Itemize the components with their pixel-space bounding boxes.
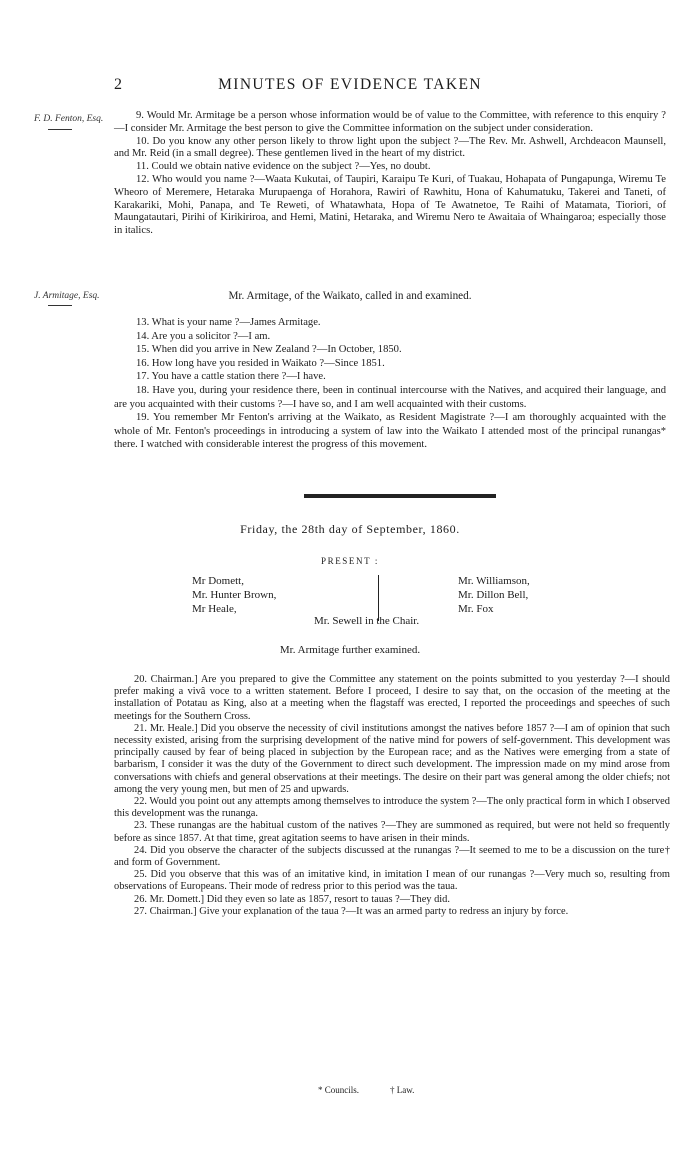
member-name: Mr Domett,	[192, 575, 244, 587]
question-paragraph: 10. Do you know any other person likely to throw light upon the subject ?—The Rev. Mr. Ashwell, Archdeacon Maunsell, and Mr. Reid (in a small degree). These gentlemen lived in the heart of my district.	[114, 135, 666, 160]
evidence-section-2	[114, 316, 666, 452]
question-paragraph: 9. Would Mr. Armitage be a person whose information would be of value to the Committee, with reference to this enquiry ?—I consider Mr. Armitage the best person to give the Committee information on the subject under consideration.	[114, 110, 666, 134]
members-list-right	[458, 575, 530, 616]
question-line: 17. You have a cattle station there ?—I have.	[136, 371, 326, 383]
evidence-section-3	[114, 674, 670, 918]
question-line: 16. How long have you resided in Waikato ?—Since 1851.	[136, 357, 385, 369]
witness-called-heading: Mr. Armitage, of the Waikato, called in and examined.	[228, 290, 472, 302]
question-paragraph: 12. Who would you name ?—Waata Kukutai, of Taupiri, Karaipu Te Kuri, of Tuakau, Hohapata of Pungapunga, Wiremu Te Wheoro of Meremere, Hetaraka Murupaenga of Horahora, Rawiri of Rawhitu, Hona of Kahumatuku, Takerei and Taneti, of Karakariki, Mohi, Panapa, and Te Reweti, of Whatawhata, Hopa of Te Awatnetoe, Te Raihi of Matamata, Tioriori, of Maungatautari, Pirihi of Kirikiriroa, and Hemi, Matini, Hetaraka, and Wiremu Nero te Awaitaia of Whaingaroa; especially those in italics.	[114, 173, 666, 237]
question-paragraph: 24. Did you observe the character of the subjects discussed at the runangas ?—It seemed to me to be a discussion on the ture† and form of Government.	[114, 844, 670, 869]
further-examined-heading: Mr. Armitage further examined.	[279, 644, 421, 656]
question-paragraph: 23. These runangas are the habitual custom of the natives ?—They are summoned as required, but were not held so frequently before as since 1857. At that time, great agitation seems to have arisen in their minds.	[114, 820, 670, 844]
question-line: 15. When did you arrive in New Zealand ?—In October, 1850.	[136, 344, 402, 356]
margin-note-witness-1: F. D. Fenton, Esq.	[34, 114, 104, 124]
margin-rule-1	[48, 129, 72, 130]
member-name: Mr. Fox	[458, 602, 494, 615]
members-list-left	[192, 575, 276, 616]
member-name: Mr. Williamson,	[458, 575, 530, 587]
member-name: Mr. Dillon Bell,	[458, 588, 529, 601]
section-separator	[304, 494, 496, 498]
present-label: PRESENT :	[321, 556, 379, 566]
question-line: 14. Are you a solicitor ?—I am.	[136, 330, 271, 342]
page-number: 2	[114, 76, 122, 93]
page-header	[0, 76, 700, 98]
question-paragraph: 21. Mr. Heale.] Did you observe the necessity of civil institutions amongst the natives before 1857 ?—I am of opinion that such necessity existed, arising from the surprising development of the native mind for powers of self-government. This development was principally caused by fear of being placed in subjection by the European race; and as the Natives were emerging from a state of barbarism, I consider it was the duty of the Government to direct such development. The impression made on my mind arose from conversations with chiefs and general observations at their meetings. The desire on their part was general among the older chiefs; not among the very young men, but men of 25 and upwards.	[114, 722, 670, 795]
evidence-section-1	[114, 110, 666, 238]
chair-line: Mr. Sewell in the Chair.	[314, 615, 420, 627]
running-title: MINUTES OF EVIDENCE TAKEN	[218, 76, 482, 93]
footnote-councils: * Councils.	[318, 1085, 360, 1095]
question-paragraph: 20. Chairman.] Are you prepared to give the Committee any statement on the points submitted to you yesterday ?—I should prefer making a vivâ voce to a written statement. Before I proceed, I desire to say that, on the occasion of the meeting at the installation of Potatau as King, also at a meeting when the flagstaff was erected, I reported the proceedings and speeches of such meetings for the Southern Cross.	[114, 674, 670, 722]
question-paragraph: 25. Did you observe that this was of an imitative kind, in imitation I mean of our runangas ?—Very much so, resulting from observations of Europeans. Their mode of redress prior to this period was the taua.	[114, 869, 670, 893]
margin-rule-2	[48, 305, 72, 306]
footnote-law: † Law.	[390, 1085, 415, 1095]
question-paragraph: 19. You remember Mr Fenton's arriving at the Waikato, as Resident Magistrate ?—I am thoroughly acquainted with the whole of Mr. Fenton's proceedings in introducing a system of law into the Waikato I attended most of the principal runangas* there. I watched with considerable interest the progress of this movement.	[114, 412, 666, 451]
member-name: Mr. Hunter Brown,	[192, 588, 277, 601]
member-name: Mr Heale,	[192, 602, 237, 615]
question-paragraph: 11. Could we obtain native evidence on the subject ?—Yes, no doubt.	[136, 161, 431, 173]
sitting-date: Friday, the 28th day of September, 1860.	[240, 522, 460, 536]
question-paragraph: 22. Would you point out any attempts among themselves to introduce the system ?—The only practical form in which I observed this development was the runanga.	[114, 796, 670, 820]
question-paragraph: 26. Mr. Domett.] Did they even so late as 1857, resort to tauas ?—They did.	[134, 893, 450, 905]
question-line: 13. What is your name ?—James Armitage.	[136, 317, 321, 328]
question-paragraph: 27. Chairman.] Give your explanation of the taua ?—It was an armed party to redress an injury by force.	[134, 905, 569, 917]
margin-note-witness-2: J. Armitage, Esq.	[34, 291, 100, 301]
question-paragraph: 18. Have you, during your residence there, been in continual intercourse with the Natives, and acquired their language, and are you acquainted with their customs ?—I have so, and I am well acquainted with their customs.	[114, 384, 666, 410]
